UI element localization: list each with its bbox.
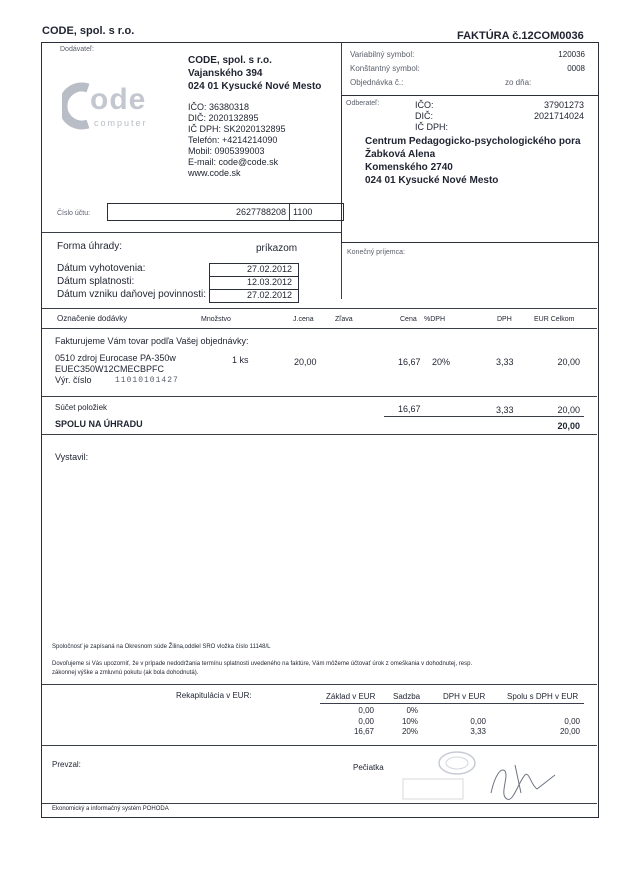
customer-street: Komenského 2740: [365, 162, 453, 173]
account-label: Číslo účtu:: [57, 210, 91, 217]
totals-top-line: [42, 396, 597, 397]
customer-name: Centrum Pedagogicko-psychologického pora: [365, 136, 581, 147]
signature-icon: [491, 765, 555, 799]
customer-ic-dph-label: IČ DPH:: [415, 122, 449, 132]
supplier-phone: Telefón: +4214214090: [188, 135, 278, 145]
issued-date-value: 27.02.2012: [246, 264, 292, 274]
footer-line: [42, 803, 597, 804]
items-top-line: [42, 308, 597, 309]
sum-label: Súčet položiek: [55, 403, 108, 412]
bank-code: 1100: [293, 207, 313, 217]
warning-note-2: zákonnej výške a zmluvnú pokutu (ak bola dohodnutá).: [52, 670, 199, 676]
sum-vat: 3,33: [496, 405, 514, 415]
supplier-email: E-mail: code@code.sk: [188, 157, 279, 167]
recap-row3-total: 20,00: [559, 727, 580, 736]
item-vat: 3,33: [496, 357, 514, 367]
order-number-label: Objednávka č.:: [350, 78, 404, 87]
received-label: Prevzal:: [52, 760, 81, 769]
recap-top-line: [42, 684, 597, 685]
customer-dic-label: DIČ:: [415, 111, 433, 121]
final-recipient-label: Konečný príjemca:: [347, 249, 405, 256]
col-delivery: Označenie dodávky: [57, 314, 128, 323]
customer-label: Odberateľ:: [346, 100, 380, 107]
supplier-dic: DIČ: 2020132895: [188, 113, 259, 123]
sum-price: 16,67: [398, 404, 421, 414]
totals-bottom-line: [42, 434, 597, 435]
item-quantity: 1 ks: [232, 355, 249, 365]
col-quantity: Množstvo: [201, 316, 231, 323]
tax-date-value: 27.02.2012: [246, 290, 292, 300]
issued-date-label: Dátum vyhotovenia:: [57, 263, 146, 274]
due-date-value: 12.03.2012: [246, 277, 292, 287]
supplier-ico: IČO: 36380318: [188, 102, 250, 112]
recap-label: Rekapitulácia v EUR:: [176, 691, 252, 700]
recap-row3-vat: 3,33: [470, 727, 486, 736]
variable-symbol-value: 120036: [558, 50, 585, 59]
pay-label: SPOLU NA ÚHRADU: [55, 419, 143, 429]
account-divider: [289, 204, 290, 220]
col-vat-pct: %DPH: [424, 316, 446, 323]
item-total: 20,00: [557, 357, 580, 367]
supplier-mobile: Mobil: 0905399003: [188, 146, 265, 156]
col-discount: Zľava: [335, 316, 353, 323]
payment-form-label: Forma úhrady:: [57, 241, 123, 252]
col-unit-price: J.cena: [293, 316, 314, 323]
warning-note-1: Dovoľujeme si Vás upozorniť, že v prípade nedodržania termínu splatnosti uvedeného na faktúre, Vám môžeme účtovať úrok z omeškania v dohodnutej, resp.: [52, 661, 473, 667]
company-logo: [62, 82, 162, 130]
recap-row2-vat: 0,00: [470, 717, 486, 726]
recap-row2-base: 0,00: [358, 717, 374, 726]
recap-header-line: [320, 703, 584, 704]
company-title: CODE, spol. s r.o.: [42, 25, 135, 37]
customer-ico-value: 37901273: [543, 100, 584, 110]
supplier-street: Vajanského 394: [188, 68, 263, 79]
invoice-title: FAKTÚRA č.12COM0036: [457, 30, 584, 42]
supplier-name: CODE, spol. s r.o.: [188, 55, 272, 66]
recap-row1-rate: 0%: [406, 706, 418, 715]
item-serial-value: 11010101427: [115, 376, 179, 385]
item-serial-label: Výr. číslo: [55, 375, 92, 385]
supplier-web: www.code.sk: [188, 168, 241, 178]
constant-symbol-value: 0008: [567, 64, 585, 73]
payment-divider: [42, 232, 341, 233]
recap-header-vat: DPH v EUR: [443, 692, 486, 701]
recap-header-total: Spolu s DPH v EUR: [507, 692, 579, 701]
recap-row2-total: 0,00: [564, 717, 580, 726]
col-price: Cena: [400, 316, 417, 323]
register-note: Spoločnosť je zapísaná na Okresnom súde Žilina,oddiel SRO vložka číslo 11148/L: [52, 644, 271, 650]
supplier-label: Dodávateľ:: [60, 46, 94, 53]
item-price: 16,67: [398, 357, 421, 367]
recap-row3-rate: 20%: [401, 727, 418, 736]
supplier-ic-dph: IČ DPH: SK2020132895: [188, 124, 286, 134]
item-unit-price: 20,00: [294, 357, 317, 367]
account-number: 2627788208: [235, 207, 286, 217]
customer-contact: Žabková Alena: [365, 149, 436, 160]
col-vat: DPH: [497, 316, 512, 323]
recap-row2-rate: 10%: [401, 717, 418, 726]
due-date-label: Dátum splatnosti:: [57, 276, 135, 287]
pay-total: 20,00: [557, 421, 580, 431]
sum-underline: [384, 416, 584, 417]
item-line1: 0510 zdroj Eurocase PA-350w: [55, 353, 176, 363]
payment-form-value: príkazom: [256, 243, 298, 254]
item-line2: EUEC350W12CMECBPFC: [55, 364, 165, 374]
tax-date-label: Dátum vzniku daňovej povinnosti:: [57, 289, 206, 300]
items-header-line: [42, 328, 597, 329]
system-label: Ekonomický a informačný systém POHODA: [52, 806, 169, 812]
recap-header-rate: Sadzba: [393, 692, 421, 701]
recap-header-base: Základ v EUR: [326, 692, 376, 701]
recap-row3-base: 16,67: [353, 727, 374, 736]
sum-total: 20,00: [557, 405, 580, 415]
order-date-label: zo dňa:: [505, 78, 532, 87]
constant-symbol-label: Konštantný symbol:: [350, 64, 420, 73]
col-total: EUR Celkom: [534, 316, 575, 323]
variable-symbol-label: Variabilný symbol:: [350, 50, 415, 59]
items-intro: Fakturujeme Vám tovar podľa Vašej objednávky:: [55, 336, 249, 346]
issued-by-label: Vystavil:: [55, 452, 89, 462]
customer-dic-value: 2021714024: [533, 111, 584, 121]
customer-city: 024 01 Kysucké Nové Mesto: [365, 175, 499, 186]
logo-subtext: computer: [94, 118, 148, 128]
customer-ico-label: IČO:: [415, 100, 434, 110]
supplier-city: 024 01 Kysucké Nové Mesto: [188, 81, 322, 92]
item-vat-pct: 20%: [432, 357, 451, 367]
recap-row1-base: 0,00: [358, 706, 374, 715]
stamp-label: Pečiatka: [353, 763, 384, 772]
logo-text: ode: [90, 83, 147, 116]
